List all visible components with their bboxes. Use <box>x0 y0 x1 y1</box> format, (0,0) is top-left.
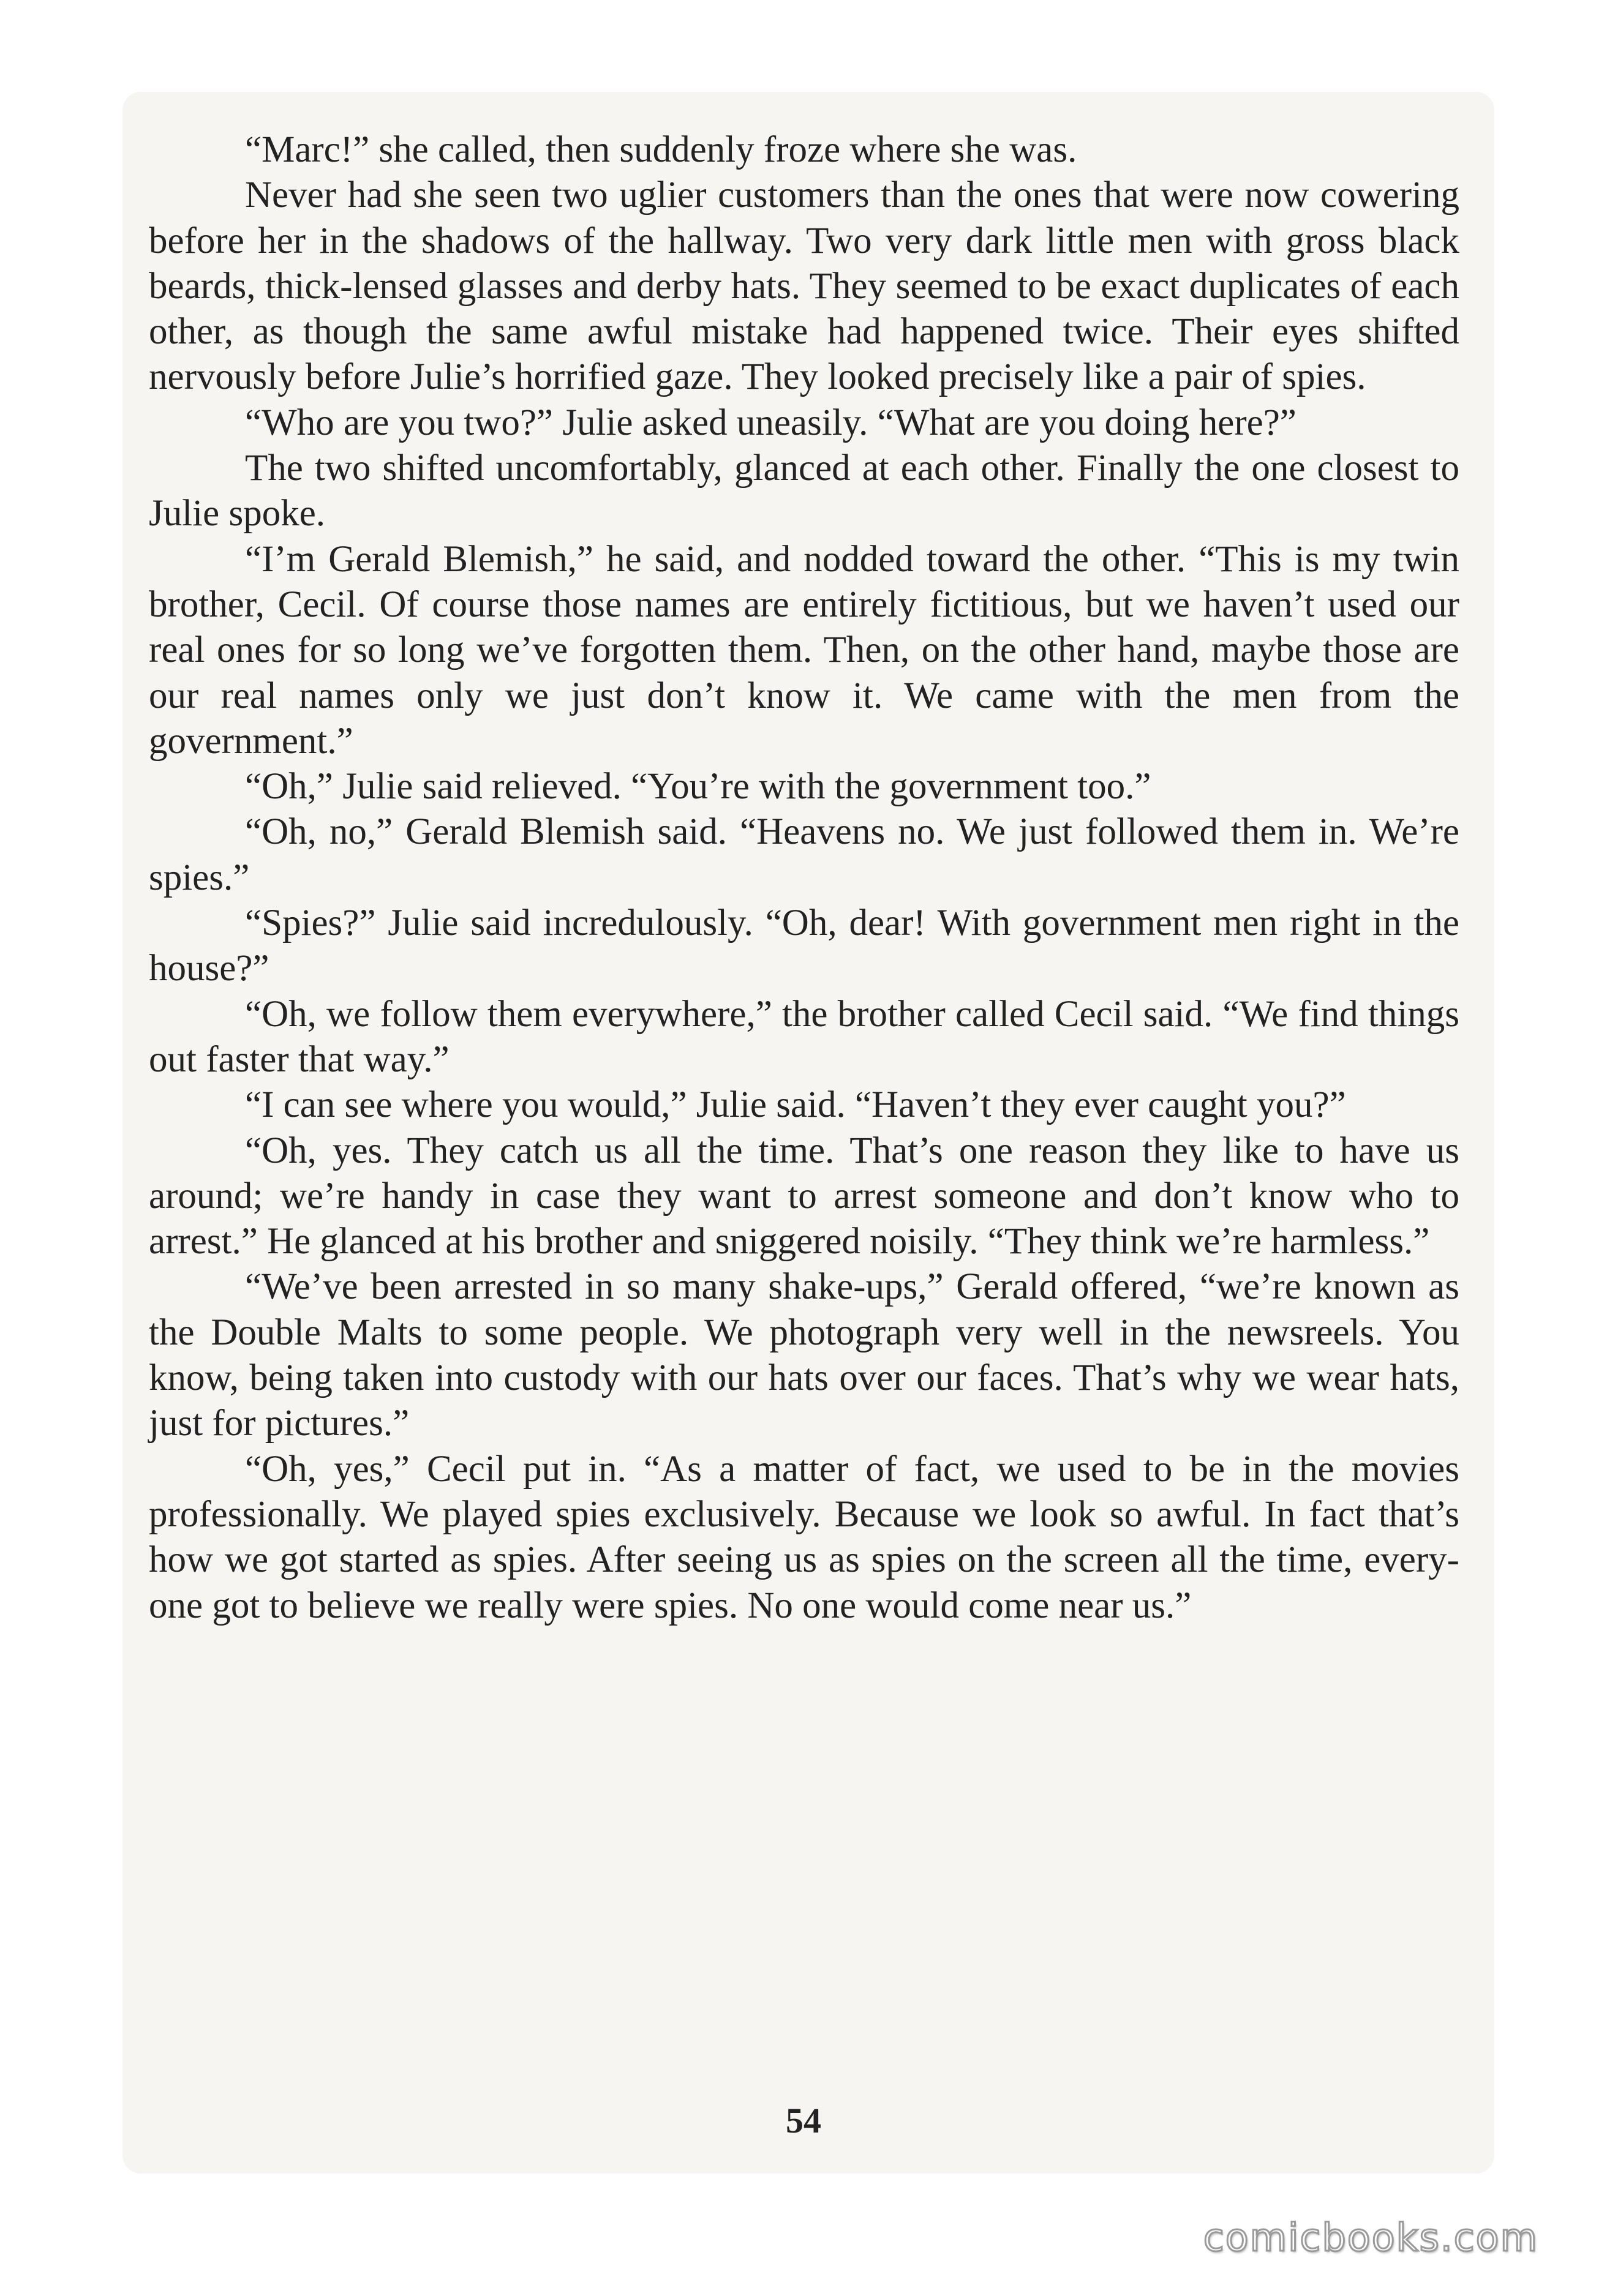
story-text <box>149 127 1459 1629</box>
paragraph: “Spies?” Julie said incredulously. “Oh, dear! With government men right in the house?” <box>149 902 1459 989</box>
paragraph: “I’m Gerald Blemish,” he said, and nodded toward the other. “This is my twin brother, Cecil. Of course those names are entirely fictitious, but we haven’t used our real ones for so long we’ve forgotten them. Then, on the other hand, maybe those are our real names only we just don’t know it. We came with the men from the government.” <box>149 538 1459 762</box>
paragraph: “Who are you two?” Julie asked uneasily. “What are you doing here?” <box>245 402 1297 443</box>
paragraph: The two shifted uncomfortably, glanced at each other. Finally the one closest to Julie spoke. <box>149 448 1459 535</box>
paragraph: “Oh,” Julie said relieved. “You’re with the government too.” <box>245 766 1151 808</box>
paragraph: “Oh, no,” Gerald Blemish said. “Heavens no. We just followed them in. We’re spies.” <box>149 811 1459 898</box>
paragraph: “Oh, yes,” Cecil put in. “As a matter of fact, we used to be in the movies professionally. We played spies exclusively. Because we look so awful. In fact that’s how we got started as spies. After seeing us as spies on the screen all the time, everyone got to believe we really were spies. No one would come near us.” <box>149 1448 1459 1626</box>
paragraph: “Oh, we follow them everywhere,” the brother called Cecil said. “We find things out faster that way.” <box>149 993 1459 1080</box>
paragraph: “Marc!” she called, then suddenly froze where she was. <box>245 129 1077 170</box>
watermark-logo: comicbooks.com <box>1203 2215 1538 2260</box>
page-number: 54 <box>786 2101 821 2140</box>
paragraph: “I can see where you would,” Julie said. “Haven’t they ever caught you?” <box>245 1084 1346 1126</box>
paragraph: “We’ve been arrested in so many shake-ups,” Gerald offered, “we’re known as the Double Malts to some people. We photograph very well in the newsreels. You know, being taken into custody with our hats over our faces. That’s why we wear hats, just for pictures.” <box>149 1266 1459 1444</box>
paragraph: “Oh, yes. They catch us all the time. That’s one reason they like to have us around; we’re handy in case they want to arrest someone and don’t know who to arrest.” He glanced at his brother and sniggered noisily. “They think we’re harmless.” <box>149 1130 1459 1262</box>
paragraph: Never had she seen two uglier customers than the ones that were now cowering before her in the shadows of the hallway. Two very dark little men with gross black beards, thick-lensed glasses and derby hats. They seemed to be exact duplicates of each other, as though the same awful mistake had happened twice. Their eyes shifted nervously before Julie’s horrified gaze. They looked precisely like a pair of spies. <box>149 174 1459 398</box>
